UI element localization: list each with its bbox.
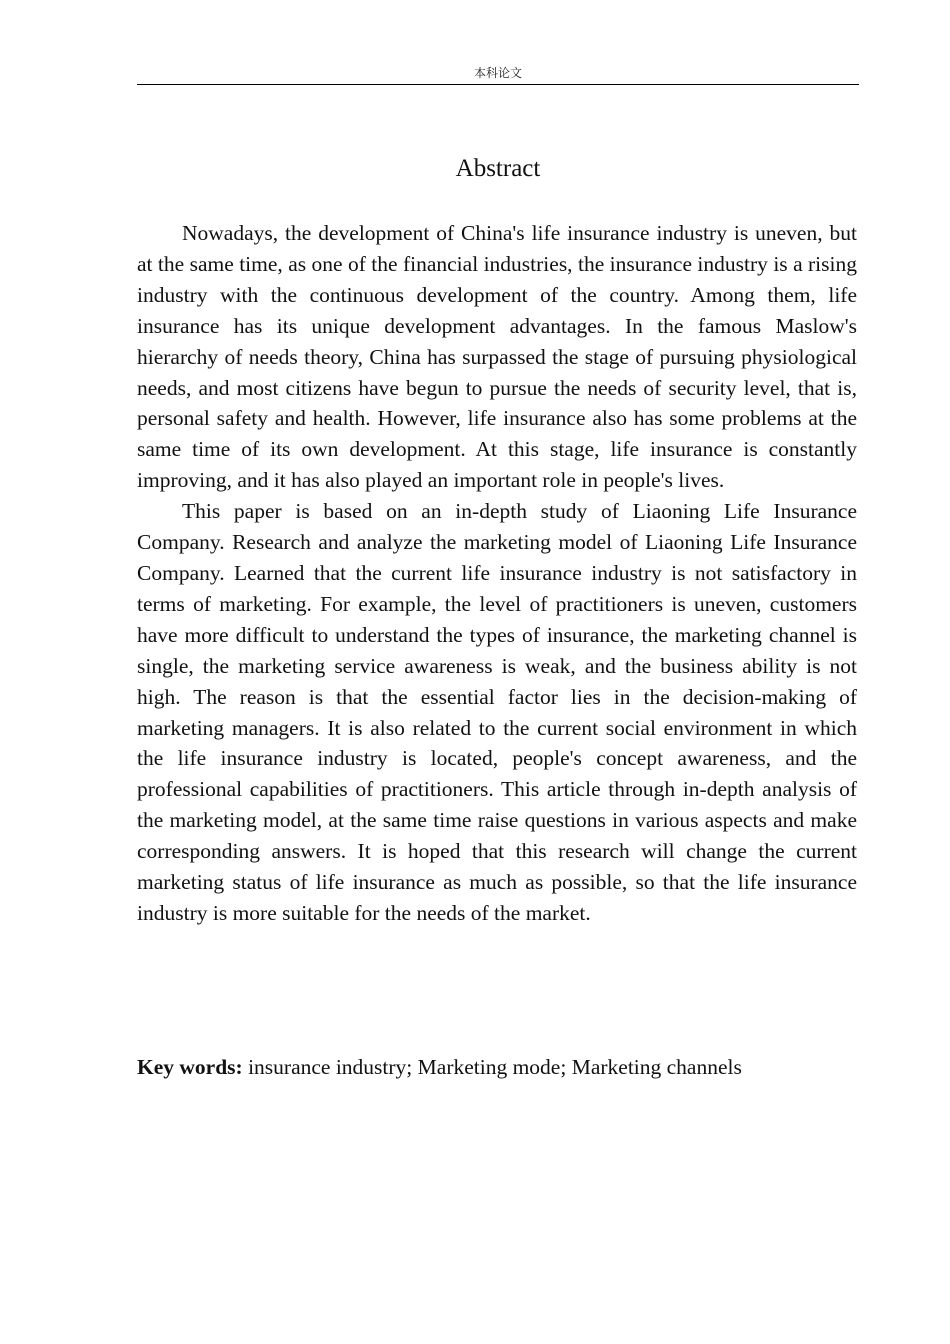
abstract-body [137,218,857,929]
header-text: 本科论文 [473,66,522,80]
abstract-paragraph: This paper is based on an in-depth study of Liaoning Life Insurance Company. Research and analyze the marketing model of Liaoning Life Insurance Company. Learned that the current life insurance industry is not satisfactory in terms of marketing. For example, the level of practitioners is uneven, customers have more difficult to understand the types of insurance, the marketing channel is single, the marketing service awareness is weak, and the business ability is not high. The reason is that the essential factor lies in the decision-making of marketing managers. It is also related to the current social environment in which the life insurance industry is located, people's concept awareness, and the professional capabilities of practitioners. This article through in-depth analysis of the marketing model, at the same time raise questions in various aspects and make corresponding answers. It is hoped that this research will change the current marketing status of life insurance as much as possible, so that the life insurance industry is more suitable for the needs of the market. [137,499,857,925]
keywords-label: Key words: [137,1055,243,1079]
abstract-title: Abstract [455,155,541,182]
keywords-text: insurance industry; Marketing mode; Marketing channels [242,1055,742,1079]
keywords-line [137,1052,859,1083]
abstract-paragraph: Nowadays, the development of China's life insurance industry is uneven, but at the same time, as one of the financial industries, the insurance industry is a rising industry with the continuous development of the country. Among them, life insurance has its unique development advantages. In the famous Maslow's hierarchy of needs theory, China has surpassed the stage of pursuing physiological needs, and most citizens have begun to pursue the needs of security level, that is, personal safety and health. However, life insurance also has some problems at the same time of its own development. At this stage, life insurance is constantly improving, and it has also played an important role in people's lives. [137,221,857,493]
page-header [137,64,859,85]
